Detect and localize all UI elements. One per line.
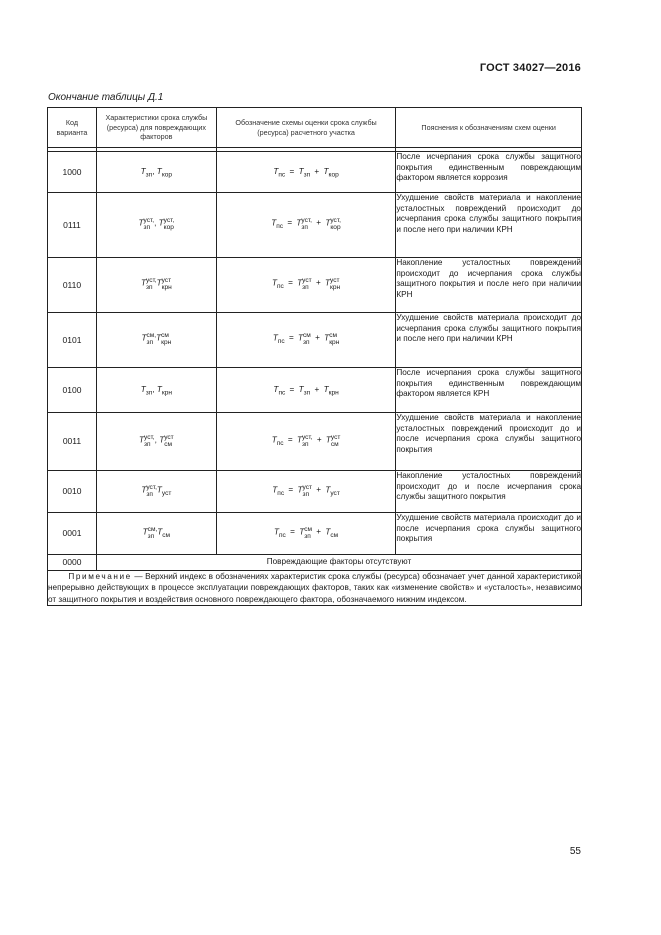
row-scheme-formula: $T_{пс} = T$ уст зп + T уст крн <box>216 258 396 313</box>
row-characteristics: $T_{зп}$, $T_{кор}$ <box>96 152 216 193</box>
row-scheme-formula: $T_{пс} = T$ уст, зп + T уст см <box>216 413 396 471</box>
table-row <box>48 513 582 555</box>
table-note <box>48 571 582 606</box>
characteristics-table <box>47 107 582 606</box>
row-scheme-formula: $T_{пс} = T$ см зп + $T_{см}$ <box>216 513 396 555</box>
row-description: Ухудшение свойств материала и накопление усталостных повреждений происходит до исчерпания срока службы защитного покрытия и после него при наличии КРН <box>396 193 582 258</box>
table-row <box>48 368 582 413</box>
standard-code: ГОСТ 34027—2016 <box>479 62 581 74</box>
row-characteristics: T уст, зп T уст крн <box>96 258 216 313</box>
row-code: 0111 <box>48 193 97 258</box>
header-explanations: Пояснения к обозначениям схем оценки <box>396 108 582 148</box>
row-description: Ухудшение свойств материала происходит до и после исчерпания срока службы защитного покрытия <box>396 513 582 555</box>
row-code: 1000 <box>48 152 97 193</box>
row-description: Ухудшение свойств материала и накопление усталостных повреждений происходит до и после исчерпания срока службы защитного покрытия <box>396 413 582 471</box>
table-row <box>48 313 582 368</box>
table-body <box>48 152 582 606</box>
row-characteristics: T уст, зп , T уст, кор <box>96 193 216 258</box>
table-row <box>48 152 582 193</box>
row-description: Накопление усталостных повреждений происходит до и после исчерпания срока службы защитного покрытия <box>396 471 582 513</box>
row-characteristics: T см, зп $T_{см}$ <box>96 513 216 555</box>
header-code: Код варианта <box>48 108 97 148</box>
row-code: 0000 <box>48 555 97 571</box>
note-label: Примечание <box>68 572 132 581</box>
table-row <box>48 471 582 513</box>
row-scheme-formula: $T_{пс} = T_{зп} + T_{крн}$ <box>216 368 396 413</box>
row-scheme-formula: $T_{пс} = T_{зп} + T_{кор}$ <box>216 152 396 193</box>
row-code: 0010 <box>48 471 97 513</box>
row-characteristics: T см, зп T см крн <box>96 313 216 368</box>
row-description: Повреждающие факторы отсутствуют <box>96 555 581 571</box>
row-description: Ухудшение свойств материала происходит до исчерпания срока службы защитного покрытия и после него при наличии КРН <box>396 313 582 368</box>
row-code: 0011 <box>48 413 97 471</box>
row-scheme-formula: $T_{пс} = T$ см зп + T см крн <box>216 313 396 368</box>
table-header-row <box>48 108 582 148</box>
header-scheme: Обозначение схемы оценки срока службы (ресурса) расчетного участка <box>216 108 396 148</box>
row-code: 0100 <box>48 368 97 413</box>
note-text: — Верхний индекс в обозначениях характеристик срока службы (ресурса) обозначает учет данной характеристикой непрерывно действующих в процессе эксплуатации повреждающих факторов, таких как «изменение свойств» и «усталость», независимо от защитного покрытия и воздействия основного повреждающего фактора, обозначаемого нижним индексом. <box>48 572 581 604</box>
row-scheme-formula: $T_{пс} = T$ уст зп + $T_{уст}$ <box>216 471 396 513</box>
row-characteristics: T уст, зп $T_{уст}$ <box>96 471 216 513</box>
row-characteristics: T уст, зп , T уст см <box>96 413 216 471</box>
row-code: 0001 <box>48 513 97 555</box>
row-code: 0101 <box>48 313 97 368</box>
row-scheme-formula: $T_{пс} = T$ уст, зп + T уст, кор <box>216 193 396 258</box>
row-code: 0110 <box>48 258 97 313</box>
row-description: После исчерпания срока службы защитного покрытия единственным повреждающим фактором является коррозия <box>396 152 582 193</box>
table-caption: Окончание таблицы Д.1 <box>48 92 164 103</box>
row-description: После исчерпания срока службы защитного покрытия единственным повреждающим фактором является КРН <box>396 368 582 413</box>
table-note-row <box>48 571 582 606</box>
row-description: Накопление усталостных повреждений происходит до исчерпания срока службы защитного покрытия и после него при наличии КРН <box>396 258 582 313</box>
table-row <box>48 413 582 471</box>
row-characteristics: $T_{зп}$, $T_{крн}$ <box>96 368 216 413</box>
header-characteristics: Характеристики срока службы (ресурса) для повреждающих факторов <box>96 108 216 148</box>
table-row <box>48 258 582 313</box>
table-row-none <box>48 555 582 571</box>
page-number: 55 <box>569 846 581 857</box>
table-row <box>48 193 582 258</box>
